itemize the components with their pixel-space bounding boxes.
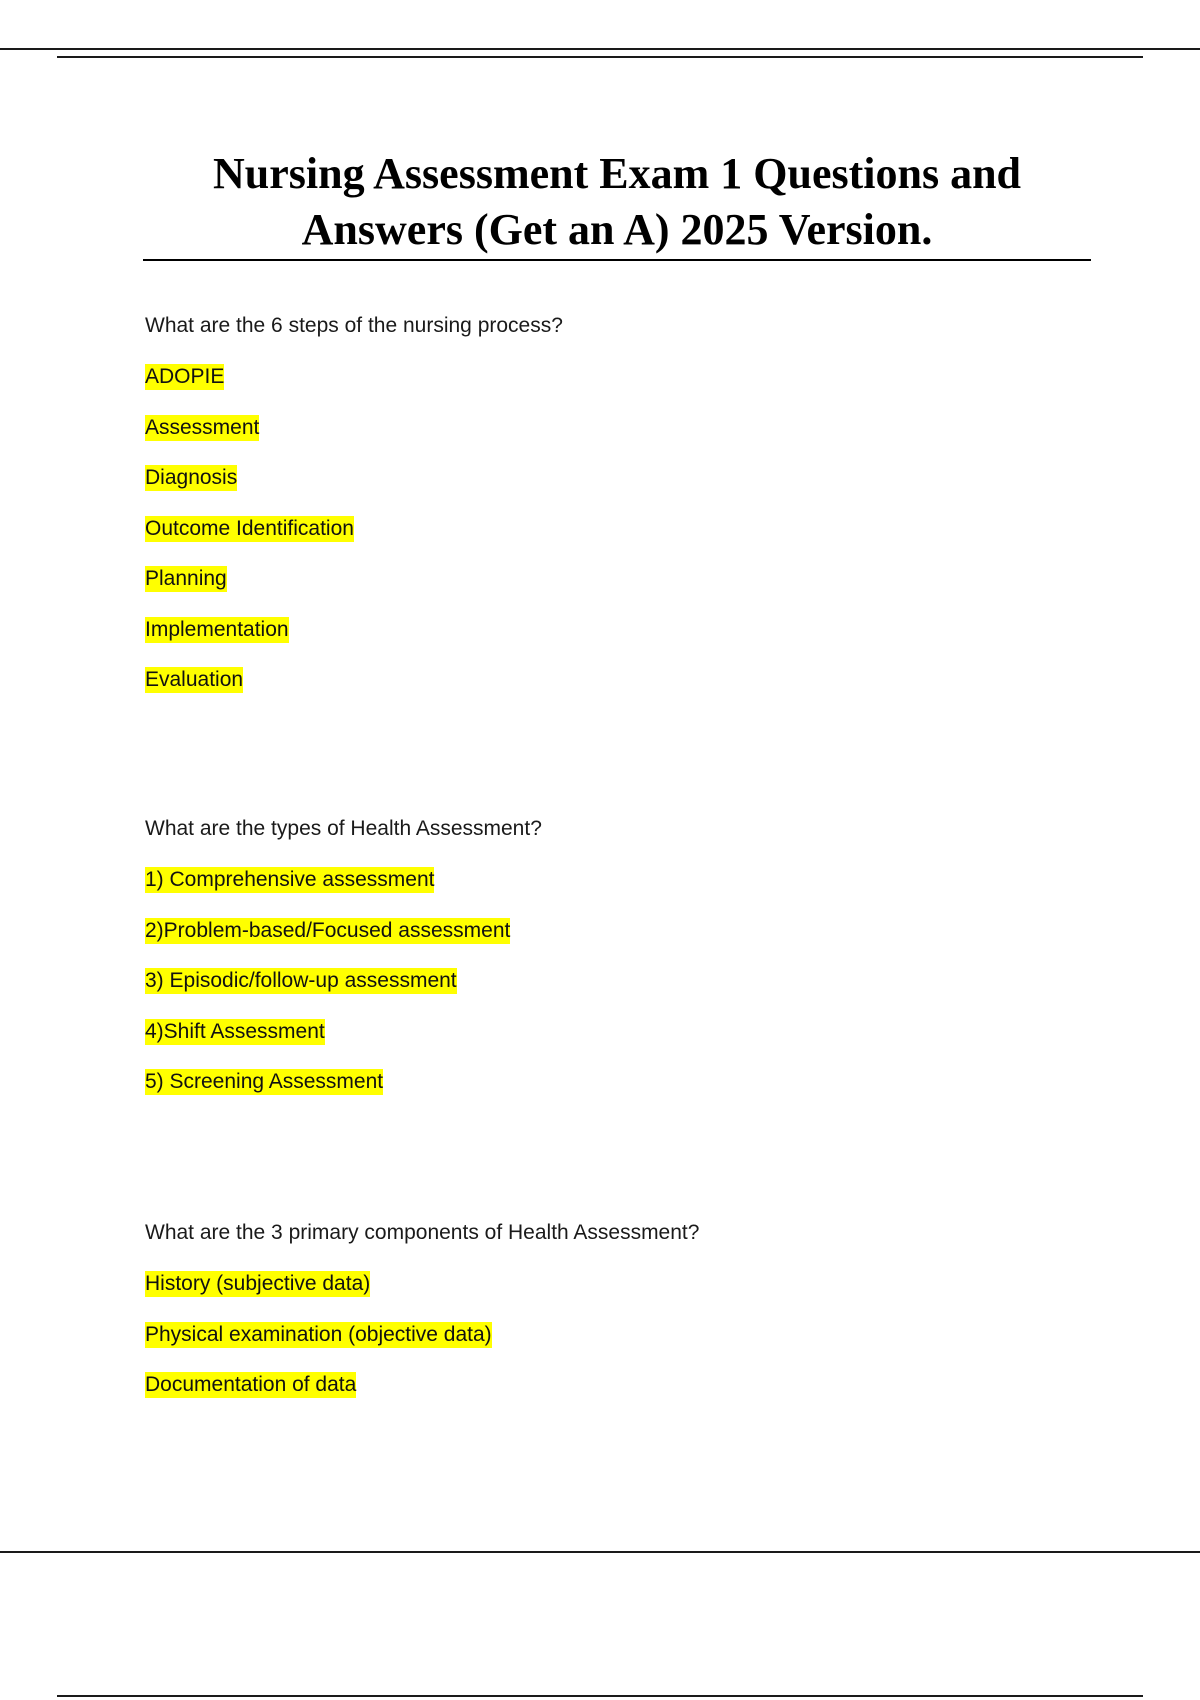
answer-highlight: ADOPIE bbox=[145, 365, 225, 388]
document-title-line-1: Nursing Assessment Exam 1 Questions and bbox=[212, 149, 1022, 198]
answer-item bbox=[145, 564, 1105, 615]
answer-highlight: Diagnosis bbox=[145, 466, 238, 489]
title-underline bbox=[143, 259, 1091, 261]
answer-item bbox=[145, 514, 1105, 565]
answer-item bbox=[145, 1067, 1105, 1118]
footer-rule-inner bbox=[57, 1695, 1143, 1697]
answer-item bbox=[145, 362, 1105, 413]
qa-section-nursing-process bbox=[145, 311, 1105, 716]
question-text: What are the 6 steps of the nursing process? bbox=[145, 314, 563, 337]
document-title bbox=[143, 146, 1091, 258]
document-title-line-2: Answers (Get an A) 2025 Version. bbox=[301, 205, 933, 254]
answer-highlight: Documentation of data bbox=[145, 1373, 357, 1396]
header-rule-outer bbox=[0, 48, 1200, 50]
qa-section-primary-components bbox=[145, 1218, 1105, 1421]
answer-highlight: Evaluation bbox=[145, 668, 244, 691]
answer-highlight: 2)Problem-based/Focused assessment bbox=[145, 918, 511, 942]
qa-section-assessment-types bbox=[145, 814, 1105, 1118]
answer-highlight: 3) Episodic/follow-up assessment bbox=[145, 969, 457, 992]
answer-highlight: 4)Shift Assessment bbox=[145, 1019, 325, 1043]
answer-item bbox=[145, 615, 1105, 666]
answer-item bbox=[145, 413, 1105, 464]
answer-item bbox=[145, 865, 1105, 916]
answer-highlight: 5) Screening Assessment bbox=[145, 1070, 384, 1093]
answer-highlight: 1) Comprehensive assessment bbox=[145, 868, 435, 891]
answer-item bbox=[145, 1017, 1105, 1068]
answer-highlight: Planning bbox=[145, 567, 227, 590]
answer-item bbox=[145, 665, 1105, 716]
answer-item bbox=[145, 916, 1105, 967]
header-rule-inner bbox=[57, 56, 1143, 58]
answer-item bbox=[145, 1269, 1105, 1320]
question-text: What are the 3 primary components of Health Assessment? bbox=[145, 1221, 700, 1244]
answer-item bbox=[145, 1370, 1105, 1421]
answer-highlight: Assessment bbox=[145, 415, 260, 439]
answer-item bbox=[145, 463, 1105, 514]
answer-item bbox=[145, 1320, 1105, 1371]
answer-highlight: History (subjective data) bbox=[145, 1272, 371, 1295]
answer-item bbox=[145, 966, 1105, 1017]
footer-rule-outer bbox=[0, 1551, 1200, 1553]
question-text: What are the types of Health Assessment? bbox=[145, 817, 542, 840]
answer-highlight: Outcome Identification bbox=[145, 516, 354, 540]
answer-highlight: Physical examination (objective data) bbox=[145, 1322, 492, 1346]
answer-highlight: Implementation bbox=[145, 617, 289, 641]
